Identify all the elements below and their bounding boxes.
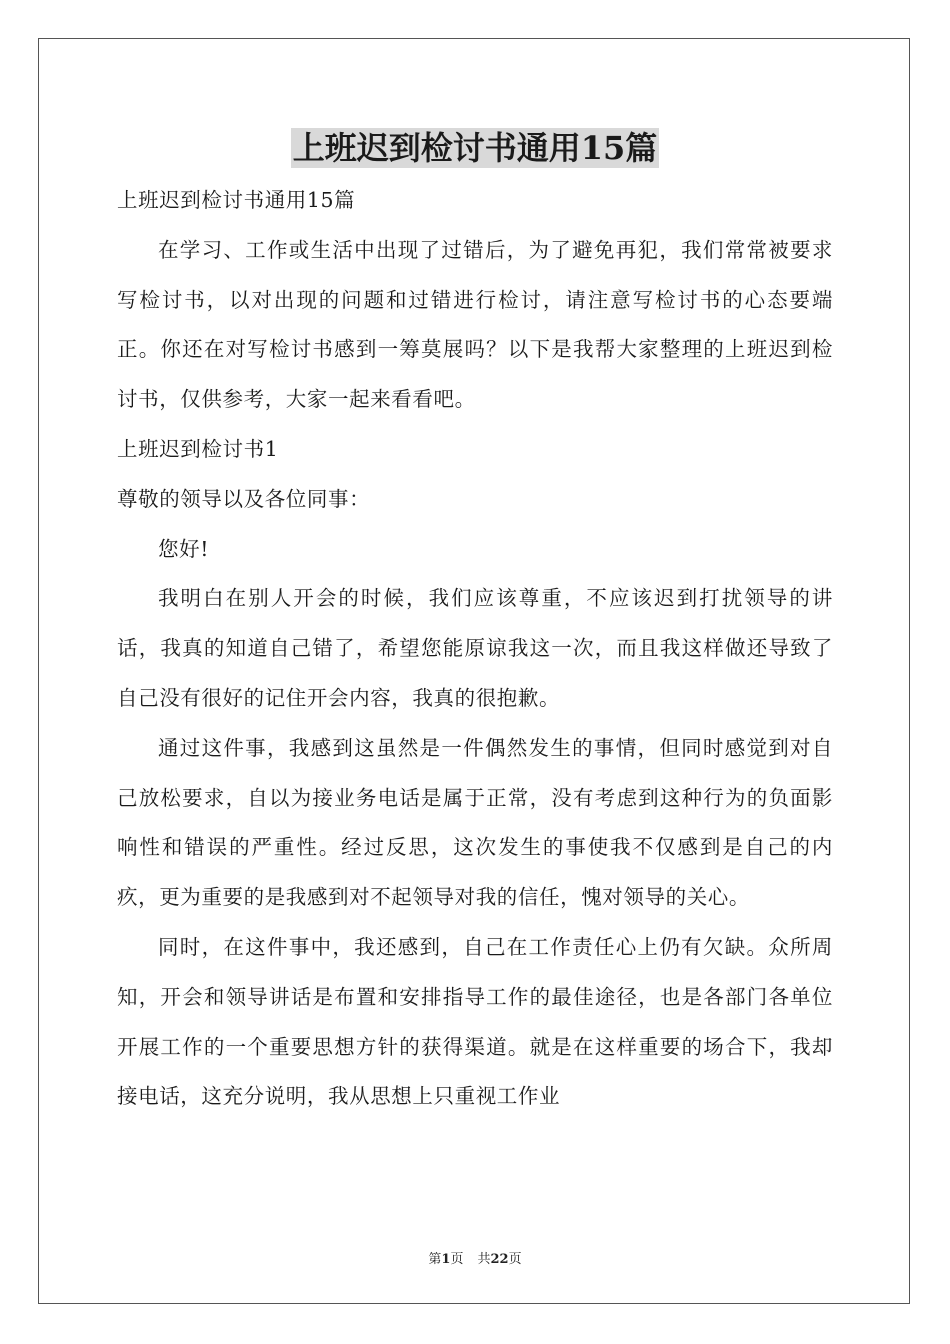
document-body	[117, 176, 833, 1122]
greeting: 您好!	[158, 536, 210, 561]
paragraph-body-2: 通过这件事，我感到这虽然是一件偶然发生的事情，但同时感觉到对自己放松要求，自以为接业务电话是属于正常，没有考虑到这种行为的负面影响性和错误的严重性。经过反思，这次发生的事使我不仅感到是自己的内疚，更为重要的是我感到对不起领导对我的信任，愧对领导的关心。	[117, 735, 833, 910]
page-unit: 页	[450, 1252, 464, 1267]
page-current: 1	[441, 1252, 451, 1267]
title-container	[0, 128, 950, 168]
page-total: 22	[490, 1252, 509, 1267]
paragraph-intro: 在学习、工作或生活中出现了过错后，为了避免再犯，我们常常被要求写检讨书，以对出现的问题和过错进行检讨，请注意写检讨书的心态要端正。你还在对写检讨书感到一筹莫展吗？以下是我帮大家整理的上班迟到检讨书，仅供参考，大家一起来看看吧。	[117, 237, 833, 412]
page-prefix: 第	[428, 1252, 442, 1267]
paragraph-body-1: 我明白在别人开会的时候，我们应该尊重，不应该迟到打扰领导的讲话，我真的知道自己错了，希望您能原谅我这一次，而且我这样做还导致了自己没有很好的记住开会内容，我真的很抱歉。	[117, 586, 833, 710]
paragraph-subtitle: 上班迟到检讨书通用15篇	[117, 188, 356, 212]
paragraph-body-3: 同时，在这件事中，我还感到，自己在工作责任心上仍有欠缺。众所周知，开会和领导讲话是布置和安排指导工作的最佳途径，也是各部门各单位开展工作的一个重要思想方针的获得渠道。就是在这样重要的场合下，我却接电话，这充分说明，我从思想上只重视工作业	[117, 934, 833, 1109]
page-footer	[0, 1248, 950, 1267]
section-heading: 上班迟到检讨书1	[117, 436, 279, 461]
total-unit: 页	[508, 1252, 522, 1267]
total-prefix: 共	[477, 1252, 491, 1267]
document-title: 上班迟到检讨书通用15篇	[292, 129, 658, 167]
salutation: 尊敬的领导以及各位同事：	[117, 486, 371, 511]
